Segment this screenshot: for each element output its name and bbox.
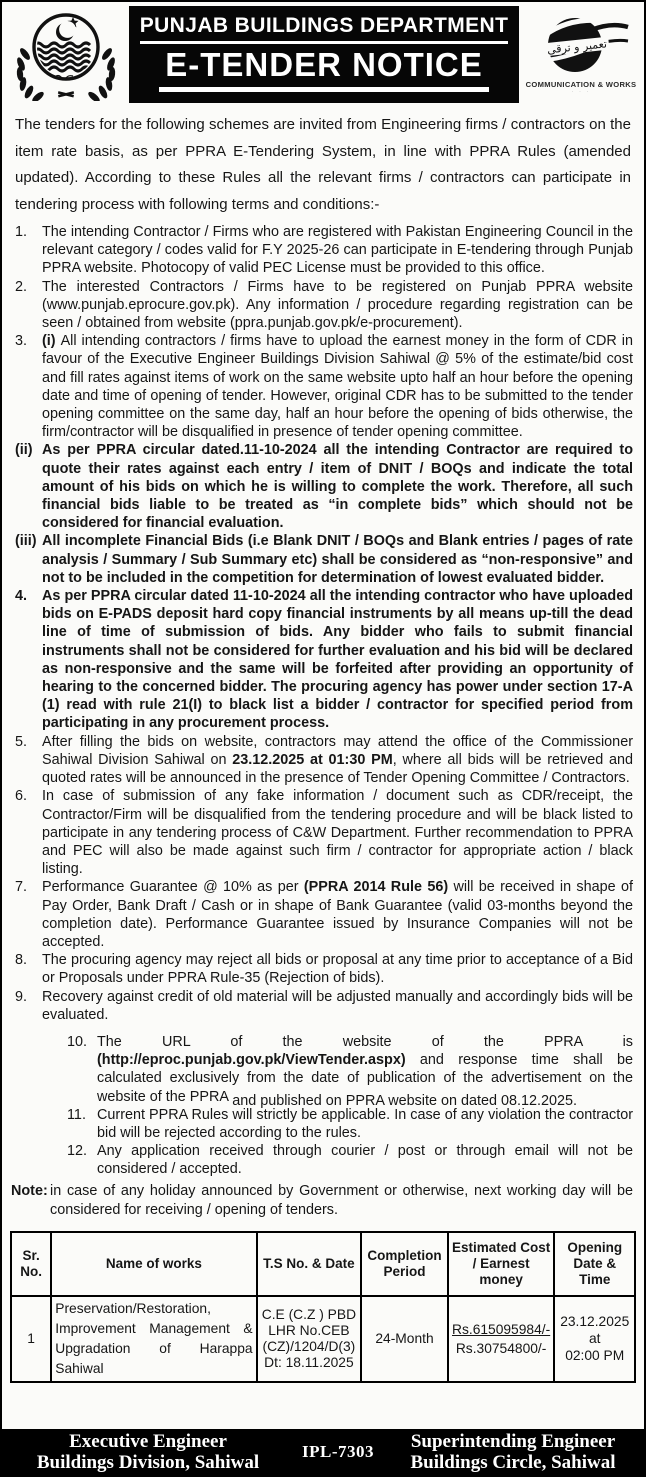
term-text: After filling the bids on website, contractors may attend the office of the Commissioner Sahiwal Division Sahiwal on 23.12.2025 at 01:30 PM, where all bids will be retrieved and quoted rates will be announced in the presence of Tender Opening Committee / Contractors. <box>42 733 634 787</box>
cw-caption-sub: · · · <box>571 89 591 95</box>
term-item-iii <box>15 532 633 587</box>
cw-urdu-text: تعمیر و ترقی <box>546 37 608 57</box>
term-text: The intending Contractor / Firms who are registered with Pakistan Engineering Council in the relevant category / codes valid for F.Y 2025-26 can participate in E-tendering through Punjab PPRA website. Photocopy of valid PEC License must be provided to this office. <box>42 224 633 277</box>
terms-list <box>15 223 633 1179</box>
footer-left-line2: Buildings Division, Sahiwal <box>36 1452 260 1473</box>
col-header-opening-date-time: Opening Date & Time <box>554 1232 635 1296</box>
term-label: 3. <box>15 333 28 350</box>
term-item-2 <box>15 278 633 333</box>
footer-bar <box>2 1429 644 1475</box>
term-text: In case of submission of any fake information / document such as CDR/receipt, the Contractor/Firm will be disqualified from the tendering procedure and will be black listed to participate in any tendering process of C&W Department. Further recommendation to PPRA and PEC will also be made against such firm / contractor for appropriate action / black listing. <box>42 788 633 878</box>
title-box <box>129 6 519 103</box>
term-item-3 <box>15 332 633 441</box>
term-item-9 <box>15 988 633 1024</box>
term-item-5 <box>15 733 633 788</box>
cell-estimated-cost <box>448 1296 555 1382</box>
term-label: 4. <box>15 588 28 605</box>
term-item-ii <box>15 441 633 532</box>
term-text: Current PPRA Rules will strictly be applicable. In case of any violation the contractor bid will be rejected according to the rules. <box>97 1106 633 1141</box>
col-header-estimated-cost: Estimated Cost / Earnest money <box>448 1232 555 1296</box>
term-label: (iii) <box>15 533 37 550</box>
term-label: 11. <box>67 1106 86 1123</box>
note <box>11 1182 633 1221</box>
cw-swoosh-icon <box>533 14 629 78</box>
department-title: PUNJAB BUILDINGS DEPARTMENT <box>140 14 509 44</box>
footer-superintending-engineer <box>392 1431 634 1473</box>
cell-completion-period: 24-Month <box>361 1296 448 1382</box>
term-item-10 <box>67 1033 633 1109</box>
works-table <box>10 1231 636 1383</box>
term-label: 6. <box>15 788 28 805</box>
col-header-sr-no: Sr. No. <box>11 1232 51 1296</box>
ts-line: C.E (C.Z ) PBD <box>261 1306 357 1322</box>
header <box>2 2 644 105</box>
term-text: Performance Guarantee @ 10% as per (PPRA 2014 Rule 56) will be received in shape of Pay Order, Bank Draft / Cash or in shape of Bank Guarantee (valid 03-months beyond the completion date). Performance Guarantee issued by Insurance Companies will not be accepted. <box>42 879 633 950</box>
term-item-4 <box>15 587 633 733</box>
term-item-1 <box>15 223 633 278</box>
term-item-11 <box>67 1106 633 1142</box>
ts-line: (CZ)/1204/D(3) <box>262 1338 356 1354</box>
earnest-money-value: Rs.30754800/- <box>455 1340 547 1356</box>
note-label: Note: <box>11 1182 48 1199</box>
term-label: 10. <box>67 1033 88 1050</box>
term-text: Any application received through courier / post or through email will not be considered / accepted. <box>97 1143 633 1178</box>
col-header-completion-period: Completion Period <box>361 1232 448 1296</box>
footer-right-line2: Buildings Circle, Sahiwal <box>410 1452 616 1473</box>
opening-line: 23.12.2025 <box>560 1314 630 1330</box>
term-label: 9. <box>15 988 28 1005</box>
term-text: As per PPRA circular dated.11-10-2024 all the intending Contractor are required to quote their rates against each entry / item of DNIT / BOQs and indicate the total amount of his bids on which he is willing to complete the work. Therefore, all such financial bids liable to be treated as “in complete bids” which should not be considered for financial evaluation. <box>42 442 633 532</box>
term-text: All incomplete Financial Bids (i.e Blank DNIT / BOQs and Blank entries / pages of rate analysis / Summary / Sub Summary etc) shall be considered as “non-responsive” and not to be included in the competition for determination of lowest evaluated bidder. <box>42 533 633 586</box>
col-header-ts-no-date: T.S No. & Date <box>257 1232 362 1296</box>
term-text: (i) All intending contractors / firms have to upload the earnest money in the form of CDR in favour of the Executive Engineer Buildings Division Sahiwal @ 5% of the estimate/bid cost and fill rates against items of work on the same website upto half an hour before the opening date and time of opening of tender. However, original CDR has to be submitted to the tender opening committee on the same day, half an hour before the opening of bids otherwise, the firm/contractor will be disqualified in presence of tender opening committee. <box>42 333 633 441</box>
table-header-row <box>11 1232 635 1296</box>
term-label: 12. <box>67 1143 88 1160</box>
footer-ipl-number: IPL-7303 <box>302 1442 374 1461</box>
table-row <box>11 1296 635 1382</box>
cell-opening-date-time <box>554 1296 635 1382</box>
cell-ts-no-date <box>257 1296 362 1382</box>
term-label: 5. <box>15 733 28 750</box>
term-text: The URL of the website of the PPRA is (http://eproc.punjab.gov.pk/ViewTender.aspx) and response time shall be calculated exclusively from the date of publication of the advertisement on the website of the PPRA and published on PPRA website on dated 08.12.2025. <box>97 1033 633 1109</box>
term-item-6 <box>15 787 633 878</box>
term-item-12 <box>67 1142 633 1178</box>
works-table-wrap <box>10 1231 636 1383</box>
opening-line: 02:00 PM <box>565 1348 625 1364</box>
term-label: 7. <box>15 879 28 896</box>
punjab-government-emblem-icon <box>8 9 124 101</box>
term-label: 8. <box>15 952 28 969</box>
term-text: The procuring agency may reject all bids or proposal at any time prior to acceptance of a Bid or Proposals under PPRA Rule-35 (Rejection of bids). <box>42 952 633 987</box>
intro-paragraph: The tenders for the following schemes are invited from Engineering firms / contractors on the item rate basis, as per PPRA E-Tendering System, in line with PPRA Rules (amended updated). According to these Rules all the relevant firms / contractors can participate in tendering process with following terms and conditions:- <box>15 116 631 213</box>
term-label: 2. <box>15 278 28 295</box>
term-item-8 <box>15 951 633 987</box>
term-text: The interested Contractors / Firms have to be registered on Punjab PPRA website (www.punjab.eprocure.gov.pk). Any information / procedure regarding registration can be seen / obtained from website (ppra.punjab.gov.pk/e-procurement). <box>42 278 633 332</box>
footer-left-line1: Executive Engineer <box>69 1431 227 1452</box>
footer-executive-engineer <box>12 1431 284 1473</box>
col-header-name-of-works: Name of works <box>51 1232 256 1296</box>
estimated-cost-value: Rs.615095984/- <box>452 1321 551 1337</box>
cell-sr-no: 1 <box>11 1296 51 1382</box>
cw-caption: COMMUNICATION & WORKS <box>525 80 637 89</box>
term-label: (ii) <box>15 442 33 459</box>
ts-line: LHR No.CEB <box>268 1322 350 1338</box>
term-text: As per PPRA circular dated 11-10-2024 all the intending contractor who have uploaded bids on E-PADS deposit hard copy financial instruments by all means up-till the dead line of time of submission of bids. Any bidder who fails to submit financial instruments shall not be considered for further evaluation and his bid will be declared as non-responsive and the same will be forfeited after providing an opportunity of hearing to the concerned bidder. The procuring agency has power under section 17-A (1) read with rule 21(I) to black list a bidder / contractor for specified period from participating in any procurement process. <box>42 588 633 732</box>
communication-works-logo <box>524 14 638 95</box>
term-label: 1. <box>15 224 28 240</box>
footer-right-line1: Superintending Engineer <box>410 1431 616 1452</box>
term-text: Recovery against credit of old material will be adjusted manually and accordingly bids will be evaluated. <box>42 988 633 1023</box>
cell-name-of-works: Preservation/Restoration, Improvement Management & Upgradation of Harappa Sahiwal <box>51 1296 256 1382</box>
notice-title: E-TENDER NOTICE <box>159 45 489 92</box>
note-text: in case of any holiday announced by Government or otherwise, next working day will be considered for receiving / opening of tenders. <box>50 1182 633 1219</box>
ts-line: Dt: 18.11.2025 <box>264 1354 354 1370</box>
opening-line: at <box>588 1331 601 1347</box>
term-item-7 <box>15 878 633 951</box>
